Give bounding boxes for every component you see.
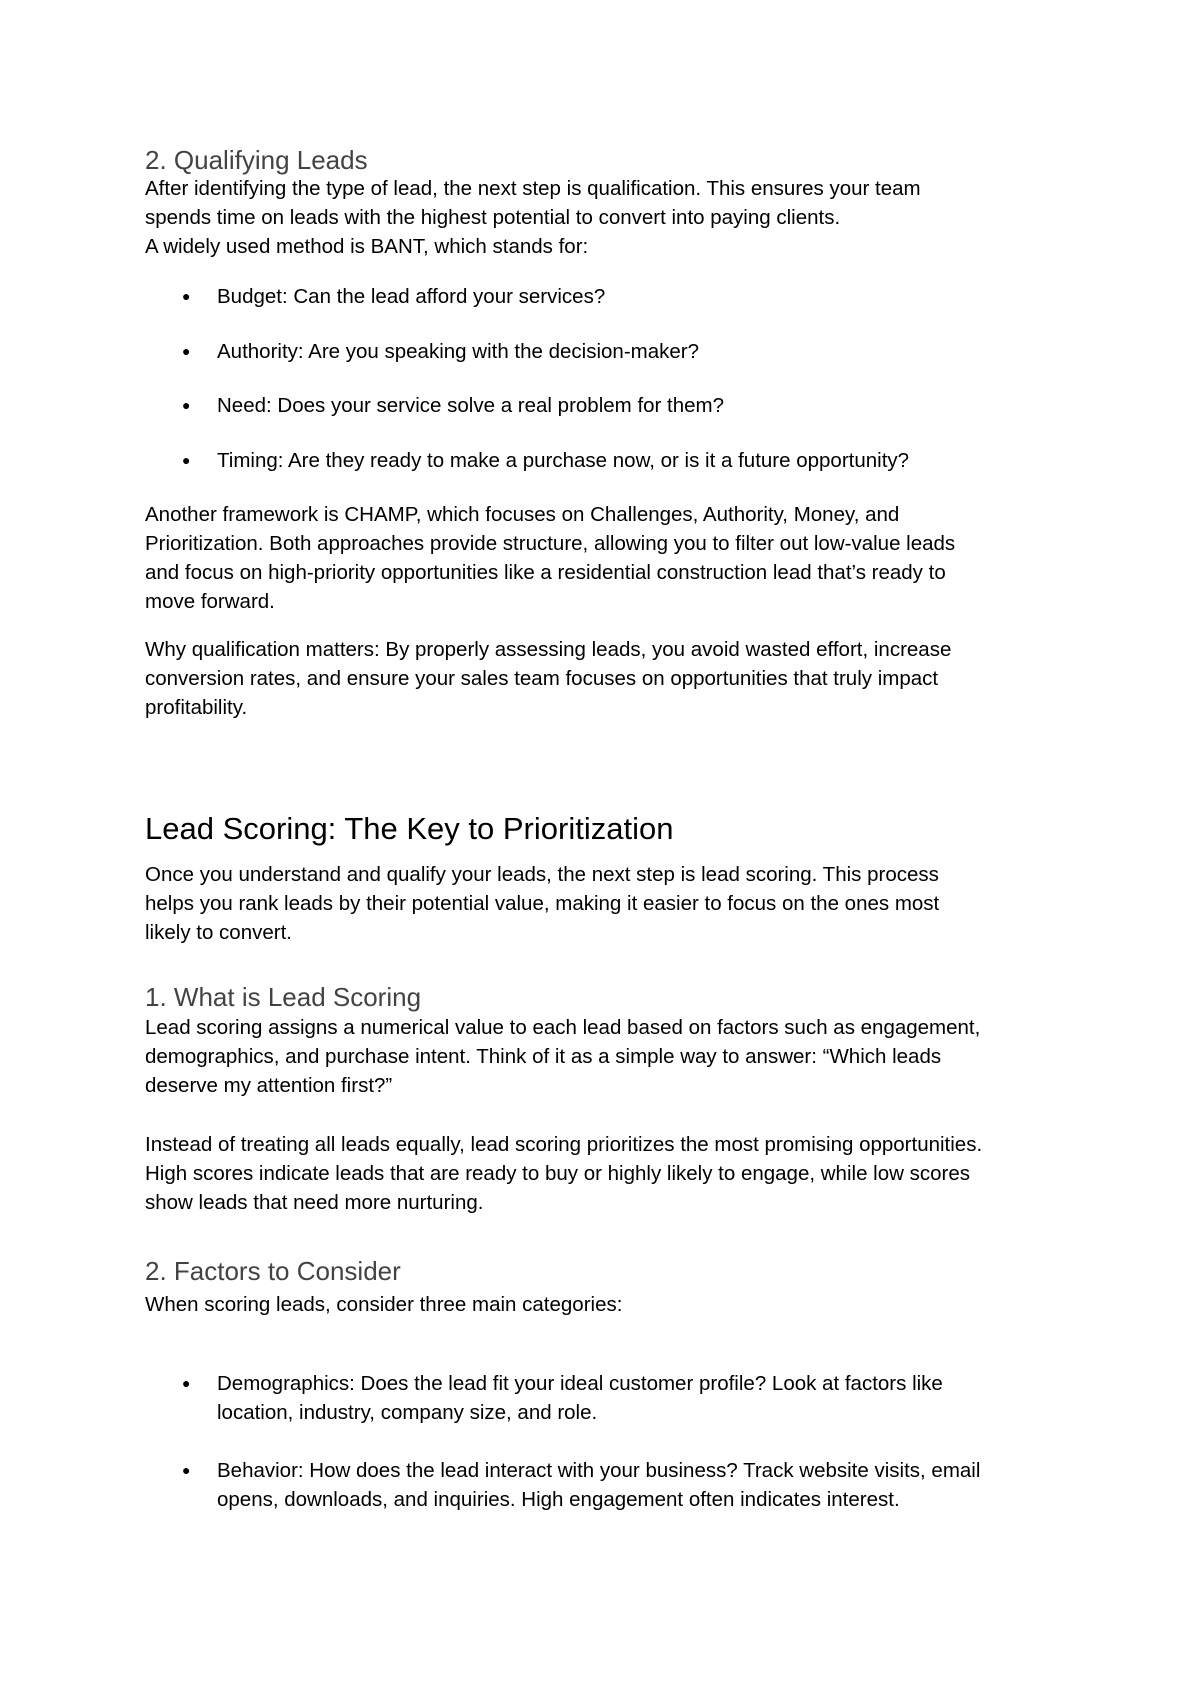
bullet-icon: ● [182,288,191,304]
text-line: demographics, and purchase intent. Think of it as a simple way to answer: “Which leads [145,1045,942,1068]
list-item-text: Need: Does your service solve a real problem for them? [217,394,725,417]
heading-lead-scoring: Lead Scoring: The Key to Prioritization [145,811,674,846]
text-line: show leads that need more nurturing. [145,1191,484,1214]
text-line: Another framework is CHAMP, which focuses on Challenges, Authority, Money, and [145,503,900,526]
text-line: Demographics: Does the lead fit your ideal customer profile? Look at factors like [217,1372,943,1395]
text-line: After identifying the type of lead, the next step is qualification. This ensures your team [145,177,921,200]
list-item-text [217,1369,943,1427]
bullet-icon: ● [182,343,191,359]
paragraph-what-is-1 [145,1013,1075,1100]
bullet-icon: ● [182,452,191,468]
heading-factors-to-consider: 2. Factors to Consider [145,1256,401,1286]
heading-what-is-lead-scoring: 1. What is Lead Scoring [145,982,422,1012]
text-line: profitability. [145,696,248,719]
text-line: Instead of treating all leads equally, lead scoring prioritizes the most promising opportunities. [145,1133,983,1156]
list-item-text [217,1456,980,1514]
bullet-icon: ● [182,397,191,413]
text-line: move forward. [145,590,275,613]
list-item-text: Budget: Can the lead afford your services? [217,285,606,308]
text-line: location, industry, company size, and role. [217,1401,598,1424]
list-item-text: Timing: Are they ready to make a purchase now, or is it a future opportunity? [217,449,910,472]
paragraph-what-is-2 [145,1130,1075,1217]
list-item-text: Authority: Are you speaking with the decision-maker? [217,340,700,363]
paragraph-champ [145,500,1075,616]
text-line: A widely used method is BANT, which stands for: [145,235,589,258]
text-line: opens, downloads, and inquiries. High engagement often indicates interest. [217,1488,900,1511]
bullet-icon: ● [182,1462,191,1478]
text-line: likely to convert. [145,921,292,944]
text-line: Lead scoring assigns a numerical value to each lead based on factors such as engagement, [145,1016,981,1039]
bullet-icon: ● [182,1375,191,1391]
text-line: helps you rank leads by their potential value, making it easier to focus on the ones most [145,892,940,915]
text-line: Once you understand and qualify your leads, the next step is lead scoring. This process [145,863,939,886]
paragraph-factors-intro [145,1290,1075,1319]
text-line: High scores indicate leads that are ready to buy or highly likely to engage, while low scores [145,1162,970,1185]
text-line: Behavior: How does the lead interact with your business? Track website visits, email [217,1459,981,1482]
text-line: conversion rates, and ensure your sales team focuses on opportunities that truly impact [145,667,939,690]
paragraph-scoring-intro [145,860,1075,947]
text-line: Prioritization. Both approaches provide structure, allowing you to filter out low-value leads [145,532,956,555]
text-line: and focus on high-priority opportunities like a residential construction lead that’s ready to [145,561,946,584]
text-line: When scoring leads, consider three main categories: [145,1293,623,1316]
paragraph-why-qualification [145,635,1075,722]
text-line: deserve my attention first?” [145,1074,393,1097]
heading-qualifying-leads: 2. Qualifying Leads [145,145,368,175]
text-line: Why qualification matters: By properly assessing leads, you avoid wasted effort, increase [145,638,952,661]
paragraph-qualifying-intro [145,174,1075,261]
text-line: spends time on leads with the highest potential to convert into paying clients. [145,206,841,229]
